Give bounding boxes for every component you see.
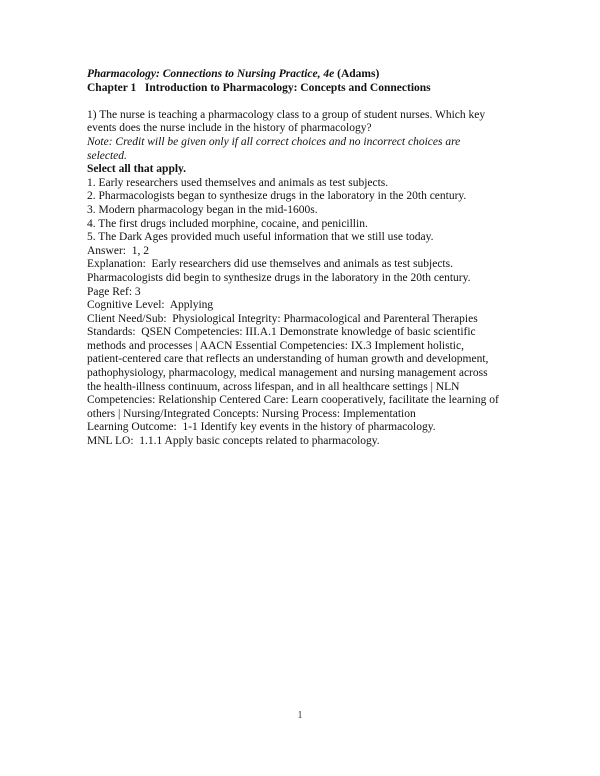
- text-line: selected.: [87, 149, 127, 162]
- book-title: Pharmacology: Connections to Nursing Practice, 4e: [87, 68, 335, 80]
- text-line: others | Nursing/Integrated Concepts: Nursing Process: Implementation: [87, 407, 416, 420]
- text-line: Competencies: Relationship Centered Care: Learn cooperatively, facilitate the learning of: [87, 394, 499, 407]
- text-line: Standards: QSEN Competencies: III.A.1 Demonstrate knowledge of basic scientific: [87, 326, 476, 339]
- book-author: (Adams): [334, 68, 380, 80]
- text-line: Cognitive Level: Applying: [87, 299, 214, 312]
- blank-line: [87, 95, 532, 109]
- text-line: 1. Early researchers used themselves and animals as test subjects.: [87, 176, 389, 189]
- text-line: patient-centered care that reflects an understanding of human growth and development,: [87, 353, 489, 366]
- text-line: the health-illness continuum, across lifespan, and in all healthcare settings | NLN: [87, 380, 460, 393]
- text-line: methods and processes | AACN Essential Competencies: IX.3 Implement holistic,: [87, 339, 464, 352]
- question-block: [87, 109, 532, 449]
- document-content: [87, 68, 532, 449]
- text-line: pathophysiology, pharmacology, medical management and nursing management across: [87, 367, 488, 380]
- text-line: Learning Outcome: 1-1 Identify key events in the history of pharmacology.: [87, 421, 436, 434]
- text-line: Pharmacologists did begin to synthesize drugs in the laboratory in the 20th century.: [87, 271, 471, 284]
- text-line: 3. Modern pharmacology began in the mid-1600s.: [87, 203, 318, 216]
- text-line: events does the nurse include in the history of pharmacology?: [87, 122, 372, 135]
- text-line: 5. The Dark Ages provided much useful information that we still use today.: [87, 231, 434, 244]
- chapter-heading: Chapter 1 Introduction to Pharmacology: Concepts and Connections: [87, 81, 431, 94]
- text-line: Answer: 1, 2: [87, 244, 149, 257]
- text-line: Select all that apply.: [87, 163, 187, 176]
- text-line: 2. Pharmacologists began to synthesize drugs in the laboratory in the 20th century.: [87, 190, 467, 203]
- text-line: Page Ref: 3: [87, 285, 141, 298]
- text-line: 4. The first drugs included morphine, cocaine, and penicillin.: [87, 217, 368, 230]
- page-number: 1: [297, 710, 303, 721]
- text-line: MNL LO: 1.1.1 Apply basic concepts related to pharmacology.: [87, 435, 380, 448]
- text-line: Note: Credit will be given only if all correct choices and no incorrect choices are: [87, 135, 461, 148]
- text-line: Client Need/Sub: Physiological Integrity: Pharmacological and Parenteral Therapies: [87, 312, 478, 325]
- text-line: Explanation: Early researchers did use themselves and animals as test subjects.: [87, 258, 453, 271]
- text-line: 1) The nurse is teaching a pharmacology class to a group of student nurses. Which key: [87, 108, 486, 121]
- book-title-line: [87, 68, 532, 82]
